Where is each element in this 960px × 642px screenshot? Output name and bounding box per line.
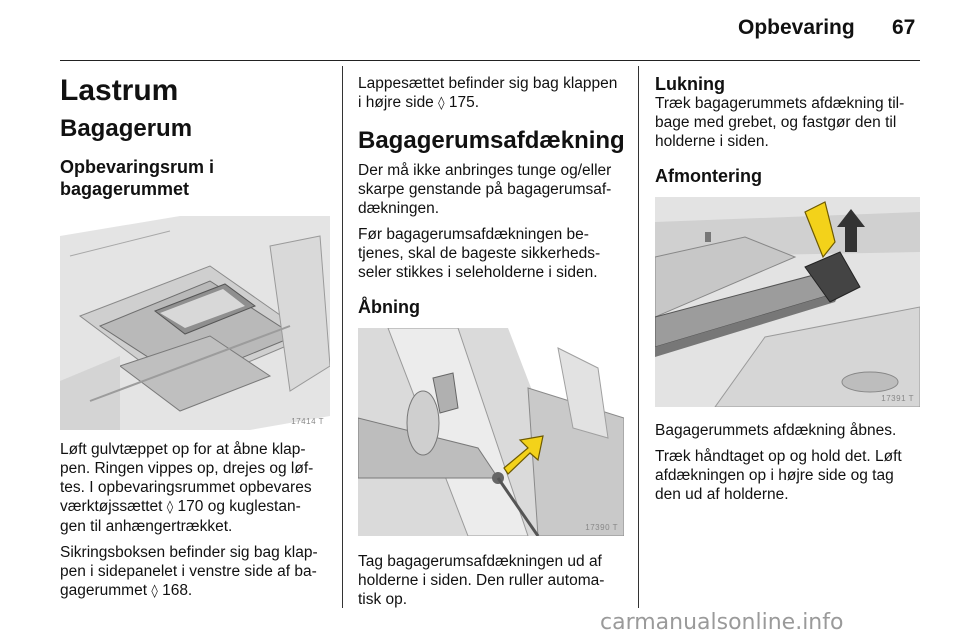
column-1 <box>60 74 330 608</box>
page-number: 67 <box>892 16 916 39</box>
paragraph-warning <box>358 161 628 218</box>
subsection-heading <box>60 156 330 200</box>
subsection-heading: Lukning <box>655 74 725 94</box>
section-heading: Bagagerum <box>60 115 193 142</box>
text-line: Tag bagagerumsafdækningen ud af <box>358 553 602 570</box>
figure-label: 17391 T <box>881 394 914 403</box>
paragraph-tyre-kit <box>358 74 628 113</box>
text-line: Løft gulvtæppet op for at åbne klap- <box>60 441 306 458</box>
text-line: Der må ikke anbringes tunge og/eller <box>358 162 612 179</box>
text-line: Lappesættet befinder sig bag klappen <box>358 75 618 92</box>
subsection-heading-line1: Opbevaringsrum i <box>60 157 215 177</box>
subsection-heading-line2: bagagerummet <box>60 179 190 199</box>
reference-icon: ◊ <box>166 500 174 515</box>
text-line: bage med grebet, og fastgør den til <box>655 114 897 131</box>
reference-icon: ◊ <box>438 96 445 111</box>
paragraph-belts <box>358 225 628 282</box>
text-line: holderne i siden. <box>655 133 769 150</box>
chapter-heading: Lastrum <box>60 74 179 107</box>
text-line: Træk håndtaget op og hold det. Løft <box>655 448 902 465</box>
text-line: Sikringsboksen befinder sig bag klap- <box>60 544 318 561</box>
text-line: pen. Ringen vippes op, drejes og løf- <box>60 460 314 477</box>
text-line: Før bagagerumsafdækningen be- <box>358 226 589 243</box>
watermark-text: carmanualsonline.info <box>600 610 844 635</box>
column-divider-2 <box>638 66 639 608</box>
figure-storage-compartment <box>60 216 330 430</box>
text-line: dækningen. <box>358 200 440 217</box>
page-section-title: Opbevaring <box>738 16 855 39</box>
text-line: tisk op. <box>358 591 408 608</box>
text-line: pen i sidepanelet i venstre side af ba- <box>60 563 317 580</box>
header-divider <box>60 60 920 61</box>
figure-label: 17390 T <box>585 523 618 532</box>
paragraph-1 <box>60 440 330 536</box>
column-divider-1 <box>342 66 343 608</box>
text-line: afdækningen op i højre side og tag <box>655 467 894 484</box>
text-line: skarpe genstande på bagagerumsaf- <box>358 181 612 198</box>
column-3 <box>655 74 920 511</box>
subsection-heading: Afmontering <box>655 166 762 186</box>
column-2 <box>358 74 628 616</box>
figure-cover-removal <box>655 197 920 407</box>
text-line: den ud af holderne. <box>655 486 789 503</box>
paragraph-remove <box>358 552 628 609</box>
text-line: gen til anhængertrækket. <box>60 518 233 535</box>
text-line: 170 og kuglestan- <box>173 498 301 515</box>
text-line: i højre side <box>358 94 439 111</box>
section-heading: Bagagerumsafdækning <box>358 127 625 154</box>
text-line: seler stikkes i seleholderne i siden. <box>358 264 598 281</box>
text-line: holderne i siden. Den ruller automa- <box>358 572 605 589</box>
figure-cover-opening <box>358 328 624 536</box>
text-line: værktøjssættet <box>60 498 167 515</box>
text-line: 168. <box>157 582 193 599</box>
paragraph-closing <box>655 94 920 151</box>
paragraph-2 <box>60 543 330 601</box>
text-line: gagerummet <box>60 582 152 599</box>
subsection-heading: Åbning <box>358 297 420 317</box>
figure-label: 17414 T <box>291 417 324 426</box>
paragraph-open: Bagagerummets afdækning åbnes. <box>655 422 897 439</box>
paragraph-handle <box>655 447 920 504</box>
reference-icon: ◊ <box>151 584 158 599</box>
text-line: 175. <box>444 94 480 111</box>
text-line: Træk bagagerummets afdækning til- <box>655 95 905 112</box>
text-line: tes. I opbevaringsrummet opbevares <box>60 479 312 496</box>
text-line: tjenes, skal de bageste sikkerheds- <box>358 245 601 262</box>
